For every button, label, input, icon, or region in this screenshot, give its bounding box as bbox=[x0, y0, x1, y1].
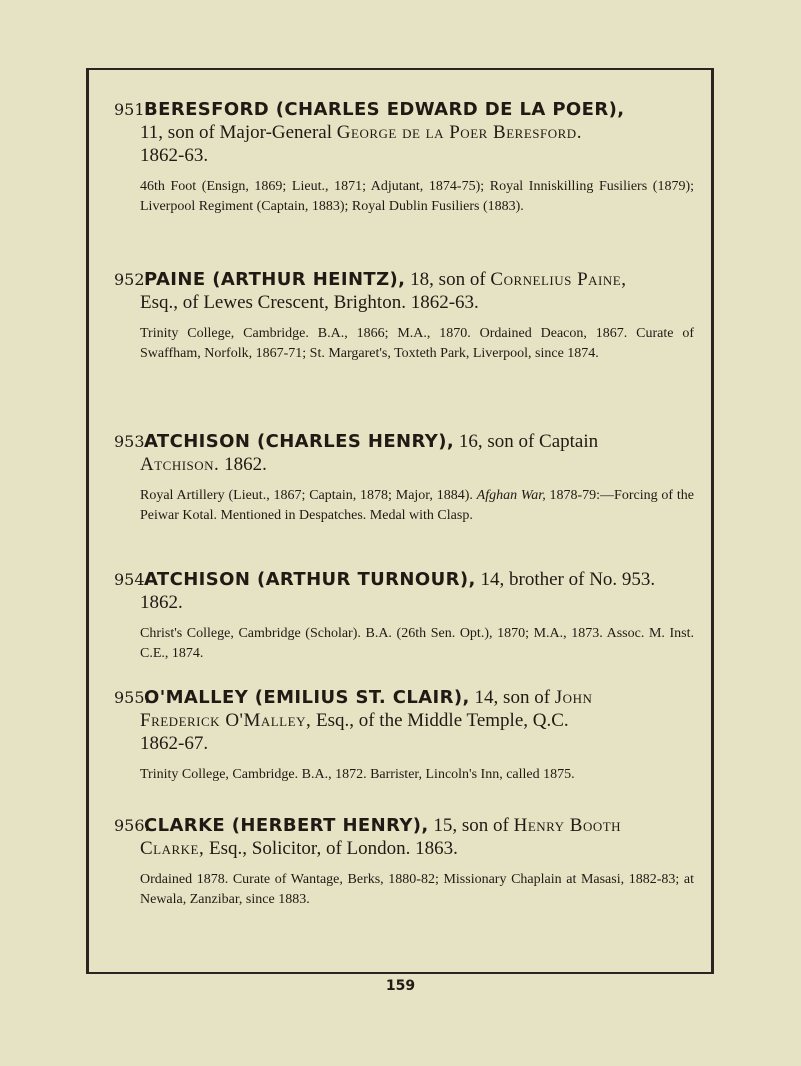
entry-name: CLARKE (HERBERT HENRY), bbox=[144, 815, 429, 836]
entry-number: 954. bbox=[114, 570, 150, 589]
entry-age: 16, son of Captain bbox=[454, 431, 599, 452]
entry-detail bbox=[114, 486, 694, 526]
entry-956 bbox=[114, 814, 694, 910]
entry-parentage bbox=[114, 837, 694, 860]
entry-parentage: Esq., of Lewes Crescent, Brighton. 1862-63. bbox=[140, 292, 479, 313]
parent-name: Clarke, bbox=[140, 838, 205, 859]
entry-age: 14, son of bbox=[469, 687, 555, 708]
entry-name: PAINE (ARTHUR HEINTZ), bbox=[144, 269, 406, 290]
entry-years: 1862-67. bbox=[140, 733, 209, 754]
parent-name: Atchison. bbox=[140, 454, 220, 475]
entry-age: 18, son of bbox=[405, 269, 491, 290]
entry-parentage bbox=[114, 709, 694, 732]
entry-number: 953. bbox=[114, 432, 150, 451]
parent-name: George de la Poer Beresford. bbox=[336, 122, 582, 143]
entry-953 bbox=[114, 430, 694, 526]
entry-parentage bbox=[114, 453, 694, 476]
parent-name: Frederick O'Malley, bbox=[140, 710, 312, 731]
detail-italic: Afghan War, bbox=[476, 488, 546, 503]
entry-detail: 46th Foot (Ensign, 1869; Lieut., 1871; Adjutant, 1874-75); Royal Inniskilling Fusiliers (1879); Liverpool Regiment (Captain, 1883); Royal Dublin Fusiliers (1883). bbox=[140, 179, 694, 214]
entry-parentage bbox=[114, 121, 694, 144]
entry-age: 14, brother of No. 953. bbox=[475, 569, 656, 590]
entry-951 bbox=[114, 98, 694, 217]
entry-heading bbox=[114, 268, 694, 291]
entry-years: 1862. bbox=[219, 454, 267, 475]
entry-number: 952. bbox=[114, 270, 150, 289]
entry-heading bbox=[114, 814, 694, 837]
entry-heading bbox=[114, 98, 694, 121]
parent-name: John bbox=[554, 687, 593, 708]
entry-heading bbox=[114, 686, 694, 709]
entry-detail: Christ's College, Cambridge (Scholar). B.A. (26th Sen. Opt.), 1870; M.A., 1873. Assoc. M. Inst. C.E., 1874. bbox=[140, 626, 694, 661]
entry-years: 1862. bbox=[140, 592, 183, 613]
entry-number: 955. bbox=[114, 688, 150, 707]
entry-years: 1862-63. bbox=[140, 145, 209, 166]
entry-955 bbox=[114, 686, 694, 785]
entry-name: BERESFORD (CHARLES EDWARD DE LA POER), bbox=[144, 99, 625, 120]
parentage-text: Esq., of the Middle Temple, Q.C. bbox=[311, 710, 569, 731]
entry-detail: Trinity College, Cambridge. B.A., 1866; M.A., 1870. Ordained Deacon, 1867. Curate of Swaffham, Norfolk, 1867-71; St. Margaret's, Toxteth Park, Liverpool, since 1874. bbox=[140, 326, 694, 361]
entry-name: ATCHISON (CHARLES HENRY), bbox=[144, 431, 455, 452]
entry-952 bbox=[114, 268, 694, 364]
entry-name: ATCHISON (ARTHUR TURNOUR), bbox=[144, 569, 476, 590]
parent-name: Henry Booth bbox=[513, 815, 622, 836]
entry-954 bbox=[114, 568, 694, 664]
entry-number: 951. bbox=[114, 100, 150, 119]
parentage-text: 11, son of Major-General bbox=[140, 122, 337, 143]
detail-text: 1878-79:—Forcing of the Peiwar Kotal. Mentioned in Despatches. Medal with Clasp. bbox=[140, 488, 694, 523]
detail-text: Royal Artillery (Lieut., 1867; Captain, 1878; Major, 1884). bbox=[140, 488, 477, 503]
parent-name: Cornelius Paine, bbox=[490, 269, 627, 290]
entry-detail: Trinity College, Cambridge. B.A., 1872. Barrister, Lincoln's Inn, called 1875. bbox=[140, 767, 575, 782]
page-number: 159 bbox=[385, 978, 416, 994]
entry-detail: Ordained 1878. Curate of Wantage, Berks, 1880-82; Missionary Chaplain at Masasi, 1882-83; at Newala, Zanzibar, since 1883. bbox=[140, 872, 694, 907]
entry-heading bbox=[114, 568, 694, 591]
parentage-text: Esq., Solicitor, of London. 1863. bbox=[204, 838, 458, 859]
entry-age: 15, son of bbox=[428, 815, 514, 836]
entry-name: O'MALLEY (EMILIUS ST. CLAIR), bbox=[144, 687, 470, 708]
entry-number: 956. bbox=[114, 816, 150, 835]
entry-heading bbox=[114, 430, 694, 453]
